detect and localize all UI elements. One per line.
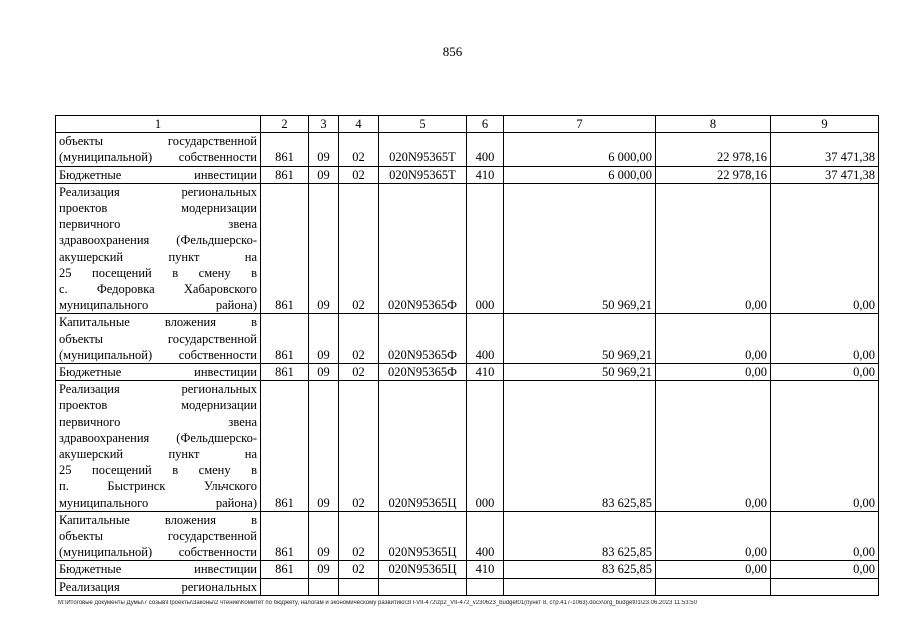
csr-cell xyxy=(379,578,467,595)
sum-cell-2: 0,00 xyxy=(656,183,771,314)
sum-cell-3: 0,00 xyxy=(771,183,879,314)
column-header-4: 4 xyxy=(339,116,379,133)
ved-cell: 861 xyxy=(261,166,309,183)
sum-cell-1: 6 000,00 xyxy=(504,133,656,166)
pr-cell: 02 xyxy=(339,133,379,166)
vr-cell: 410 xyxy=(467,166,504,183)
ved-cell xyxy=(261,578,309,595)
rz-cell: 09 xyxy=(309,133,339,166)
rz-cell: 09 xyxy=(309,166,339,183)
sum-cell-2: 0,00 xyxy=(656,561,771,578)
ved-cell: 861 xyxy=(261,381,309,512)
ved-cell: 861 xyxy=(261,364,309,381)
ved-cell: 861 xyxy=(261,314,309,364)
item-name-cell xyxy=(56,561,261,578)
ved-cell: 861 xyxy=(261,183,309,314)
pr-cell: 02 xyxy=(339,511,379,561)
vr-cell: 410 xyxy=(467,561,504,578)
csr-cell: 020N95365Ф xyxy=(379,364,467,381)
column-header-5: 5 xyxy=(379,116,467,133)
column-header-7: 7 xyxy=(504,116,656,133)
item-name-cell xyxy=(56,511,261,561)
item-name-line: 25 посещений в смену в xyxy=(59,463,257,478)
rz-cell: 09 xyxy=(309,183,339,314)
sum-cell-1: 50 969,21 xyxy=(504,364,656,381)
file-path-footer: M:\Итоговые документы Думы\7 созыв\Проекты\Законы\2 чтение\Комитет по бюджету, налогам и экономическому развитию\ЗП-VII-472\zp2_VII-472_v230623_budget01(пункт 8, стр.417-1063).docx\org_budget01\23.06.2023 11:53:50 xyxy=(58,600,697,606)
pr-cell: 02 xyxy=(339,381,379,512)
sum-cell-3 xyxy=(771,578,879,595)
item-name-line: п. Быстринск Ульчского xyxy=(59,479,257,494)
sum-cell-3: 0,00 xyxy=(771,364,879,381)
item-name-line: 25 посещений в смену в xyxy=(59,265,257,280)
item-name-cell xyxy=(56,381,261,512)
csr-cell: 020N95365Ц xyxy=(379,381,467,512)
vr-cell: 400 xyxy=(467,314,504,364)
vr-cell: 410 xyxy=(467,364,504,381)
pr-cell: 02 xyxy=(339,561,379,578)
table-body xyxy=(56,133,879,596)
item-name-line: акушерский пункт на xyxy=(59,447,257,462)
item-name-line: Реализация региональных xyxy=(59,382,257,397)
column-header-3: 3 xyxy=(309,116,339,133)
sum-cell-3: 37 471,38 xyxy=(771,166,879,183)
sum-cell-1: 6 000,00 xyxy=(504,166,656,183)
item-name-line: (муниципальной) собственности xyxy=(59,150,257,165)
rz-cell: 09 xyxy=(309,314,339,364)
item-name-cell xyxy=(56,166,261,183)
item-name-cell xyxy=(56,133,261,166)
table-row xyxy=(56,578,879,595)
sum-cell-3: 0,00 xyxy=(771,314,879,364)
pr-cell: 02 xyxy=(339,183,379,314)
item-name-cell xyxy=(56,314,261,364)
item-name-line: Реализация региональных xyxy=(59,184,257,199)
pr-cell: 02 xyxy=(339,166,379,183)
sum-cell-1: 83 625,85 xyxy=(504,561,656,578)
column-header-6: 6 xyxy=(467,116,504,133)
table-row xyxy=(56,166,879,183)
item-name-line: проектов модернизации xyxy=(59,201,257,216)
table-row xyxy=(56,183,879,314)
table-row xyxy=(56,381,879,512)
item-name-line: первичного звена xyxy=(59,217,257,232)
item-name-line: объекты государственной xyxy=(59,331,257,346)
page-number: 856 xyxy=(442,44,463,59)
pr-cell xyxy=(339,578,379,595)
item-name-cell xyxy=(56,364,261,381)
item-name-line: Бюджетные инвестиции xyxy=(59,365,257,380)
pr-cell: 02 xyxy=(339,314,379,364)
table-row xyxy=(56,133,879,166)
sum-cell-3: 0,00 xyxy=(771,561,879,578)
sum-cell-2: 0,00 xyxy=(656,381,771,512)
item-name-line: проектов модернизации xyxy=(59,398,257,413)
column-header-9: 9 xyxy=(771,116,879,133)
vr-cell: 000 xyxy=(467,381,504,512)
sum-cell-1 xyxy=(504,578,656,595)
sum-cell-2: 0,00 xyxy=(656,314,771,364)
sum-cell-2 xyxy=(656,578,771,595)
ved-cell: 861 xyxy=(261,133,309,166)
csr-cell: 020N95365Т xyxy=(379,166,467,183)
pr-cell: 02 xyxy=(339,364,379,381)
item-name-line: объекты государственной xyxy=(59,529,257,544)
table-header xyxy=(56,116,879,133)
item-name-line: (муниципальной) собственности xyxy=(59,545,257,560)
item-name-line: Реализация региональных xyxy=(59,579,257,594)
rz-cell: 09 xyxy=(309,511,339,561)
item-name-line: Капитальные вложения в xyxy=(59,512,257,527)
item-name-line: объекты государственной xyxy=(59,134,257,149)
sum-cell-1: 50 969,21 xyxy=(504,314,656,364)
sum-cell-3: 0,00 xyxy=(771,511,879,561)
item-name-line: акушерский пункт на xyxy=(59,249,257,264)
csr-cell: 020N95365Ф xyxy=(379,314,467,364)
column-header-8: 8 xyxy=(656,116,771,133)
item-name-line: здравоохранения (Фельдшерско- xyxy=(59,430,257,445)
item-name-line: Бюджетные инвестиции xyxy=(59,167,257,182)
rz-cell: 09 xyxy=(309,561,339,578)
sum-cell-1: 50 969,21 xyxy=(504,183,656,314)
sum-cell-2: 22 978,16 xyxy=(656,133,771,166)
vr-cell: 000 xyxy=(467,183,504,314)
table-row xyxy=(56,511,879,561)
table-row xyxy=(56,364,879,381)
item-name-line: с. Федоровка Хабаровского xyxy=(59,282,257,297)
sum-cell-3: 0,00 xyxy=(771,381,879,512)
header-row xyxy=(56,116,879,133)
rz-cell: 09 xyxy=(309,364,339,381)
rz-cell xyxy=(309,578,339,595)
ved-cell: 861 xyxy=(261,511,309,561)
sum-cell-2: 0,00 xyxy=(656,511,771,561)
item-name-cell xyxy=(56,183,261,314)
csr-cell: 020N95365Ф xyxy=(379,183,467,314)
item-name-line: Бюджетные инвестиции xyxy=(59,562,257,577)
item-name-line: (муниципальной) собственности xyxy=(59,347,257,362)
csr-cell: 020N95365Ц xyxy=(379,511,467,561)
item-name-line: муниципального района) xyxy=(59,298,257,313)
item-name-line: Капитальные вложения в xyxy=(59,315,257,330)
rz-cell: 09 xyxy=(309,381,339,512)
table-row xyxy=(56,314,879,364)
budget-table xyxy=(55,115,879,596)
item-name-cell xyxy=(56,578,261,595)
csr-cell: 020N95365Т xyxy=(379,133,467,166)
sum-cell-2: 0,00 xyxy=(656,364,771,381)
table-row xyxy=(56,561,879,578)
sum-cell-1: 83 625,85 xyxy=(504,381,656,512)
sum-cell-3: 37 471,38 xyxy=(771,133,879,166)
item-name-line: первичного звена xyxy=(59,414,257,429)
item-name-line: муниципального района) xyxy=(59,495,257,510)
column-header-1: 1 xyxy=(56,116,261,133)
ved-cell: 861 xyxy=(261,561,309,578)
item-name-line: здравоохранения (Фельдшерско- xyxy=(59,233,257,248)
csr-cell: 020N95365Ц xyxy=(379,561,467,578)
vr-cell xyxy=(467,578,504,595)
vr-cell: 400 xyxy=(467,133,504,166)
column-header-2: 2 xyxy=(261,116,309,133)
sum-cell-1: 83 625,85 xyxy=(504,511,656,561)
vr-cell: 400 xyxy=(467,511,504,561)
sum-cell-2: 22 978,16 xyxy=(656,166,771,183)
